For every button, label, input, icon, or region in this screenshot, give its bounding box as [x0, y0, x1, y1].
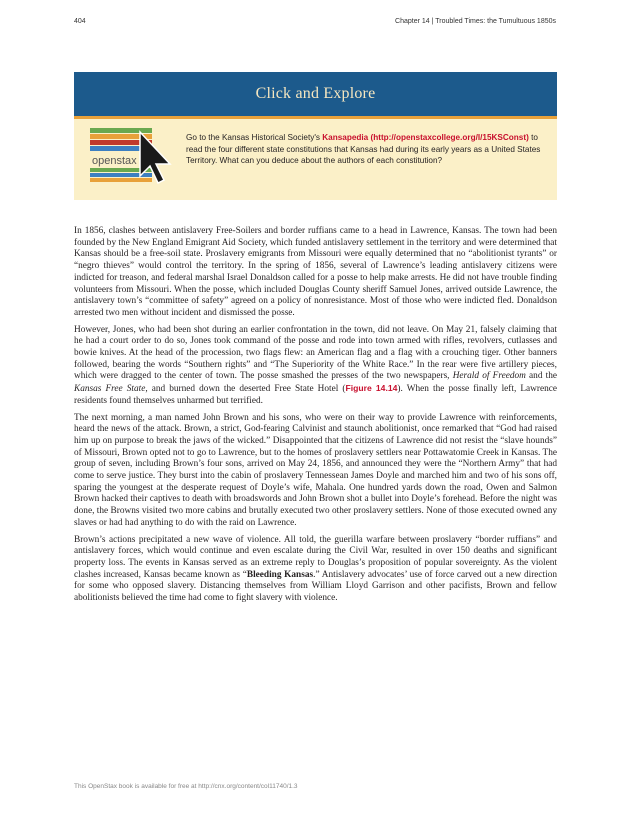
box-instructions: Go to the Kansas Historical Society's Kansapedia (http://openstaxcollege.org/l/15KSConst) to read the four different state constitutions that Kansas had during its early years as a United States Territory. What can you deduce about the authors of each constitution? — [186, 133, 541, 166]
box-header — [74, 72, 557, 119]
body-text — [74, 226, 557, 610]
paragraph-2: However, Jones, who had been shot during an earlier confrontation in the town, did not leave. On May 21, falsely claiming that he had a court order to do so, Jones took command of the posse and rode into town armed with rifles, revolvers, cutlasses and bowie knives. At the head of the procession, two flags flew: an American flag and a flag with a crouching tiger. Other banners followed, bearing the words “Southern rights” and “The Superiority of the White Race.” In the rear were five artillery pieces, which were dragged to the center of town. The posse smashed the presses of the two newspapers, Herald of Freedom and the Kansas Free State, and burned down the deserted Free State Hotel (Figure 14.14). When the posse finally left, Lawrence residents found themselves unharmed but terrified. — [74, 324, 558, 406]
figure-reference-link[interactable]: Figure 14.14 — [345, 383, 398, 394]
key-term: Bleeding Kansas — [246, 569, 314, 580]
logo-text: openstax — [92, 155, 137, 167]
click-and-explore-box — [74, 72, 557, 200]
running-head: Chapter 14 | Troubled Times: the Tumultuous 1850s — [395, 18, 556, 25]
newspaper-title: Herald of Freedom — [452, 371, 526, 382]
paragraph-1: In 1856, clashes between antislavery Free-Soilers and border ruffians came to a head in Lawrence, Kansas. The town had been founded by the New England Emigrant Aid Society, which funded antislavery settlement in the territory and were determined that Kansas should be a free-soil state. Proslavery emigrants from Missouri were equally determined that no “abolitionist tyrants” or “negro thieves” would control the territory. In the spring of 1856, several of Lawrence’s leading antislavery citizens were indicted for treason, and federal marshal Israel Donaldson called for a posse to help make arrests. He did not have trouble finding volunteers from Missouri. When the posse, which included Douglas County sheriff Samuel Jones, arrived outside Lawrence, the antislavery town’s “committee of safety” agreed on a policy of nonresistance. Most of those who were indicted fled. Donaldson arrested two men without incident and dismissed the posse. — [74, 226, 557, 318]
paragraph-3: The next morning, a man named John Brown and his sons, who were on their way to provide Lawrence with reinforcements, heard the news of the attack. Brown, a strict, God-fearing Calvinist and staunch abolitionist, once remarked that “God had raised him up on purpose to break the jaws of the wicked.” Disappointed that the citizens of Lawrence did not resist the “slave hounds” of Missouri, Brown opted not to go to Lawrence, but to the homes of proslavery settlers near Pottawatomie Creek in Kansas. The group of seven, including Brown’s four sons, arrived on May 24, 1856, and announced they were the “Northern Army” that had come to serve justice. They burst into the cabin of proslavery Tennessean James Doyle and marched him and two of his sons off, sparing the youngest at the desperate request of Doyle’s wife, Mahala. One hundred yards down the road, Owen and Salmon Brown hacked their captives to death with broadswords and John Brown shot a bullet into Doyle’s forehead. Before the night was done, the Browns visited two more cabins and brutally executed two other proslavery settlers. None of those executed owned any slaves or had had anything to do with the raid on Lawrence. — [74, 412, 557, 528]
openstax-cursor-logo-icon — [88, 126, 180, 186]
box-title: Click and Explore — [255, 85, 376, 102]
kansapedia-link[interactable]: Kansapedia (http://openstaxcollege.org/l/15KSConst) — [322, 133, 529, 142]
paragraph-4: Brown’s actions precipitated a new wave of violence. All told, the guerilla warfare between proslavery “border ruffians” and antislavery forces, which would continue and even escalate during the Civil War, resulted in over 150 deaths and significant property loss. The events in Kansas served as an extreme reply to Douglas’s proposition of popular sovereignty. As the violent clashes increased, Kansas became known as “Bleeding Kansas.” Antislavery advocates’ use of force carved out a new direction for some who opposed slavery. Distancing themselves from William Lloyd Garrison and other pacifists, Brown and fellow abolitionists believed the time had come to fight slavery with violence. — [74, 534, 557, 604]
page-number: 404 — [74, 18, 86, 25]
page-footer: This OpenStax book is available for free at http://cnx.org/content/col11740/1.3 — [74, 783, 298, 790]
newspaper-title: Kansas Free State — [74, 384, 146, 395]
